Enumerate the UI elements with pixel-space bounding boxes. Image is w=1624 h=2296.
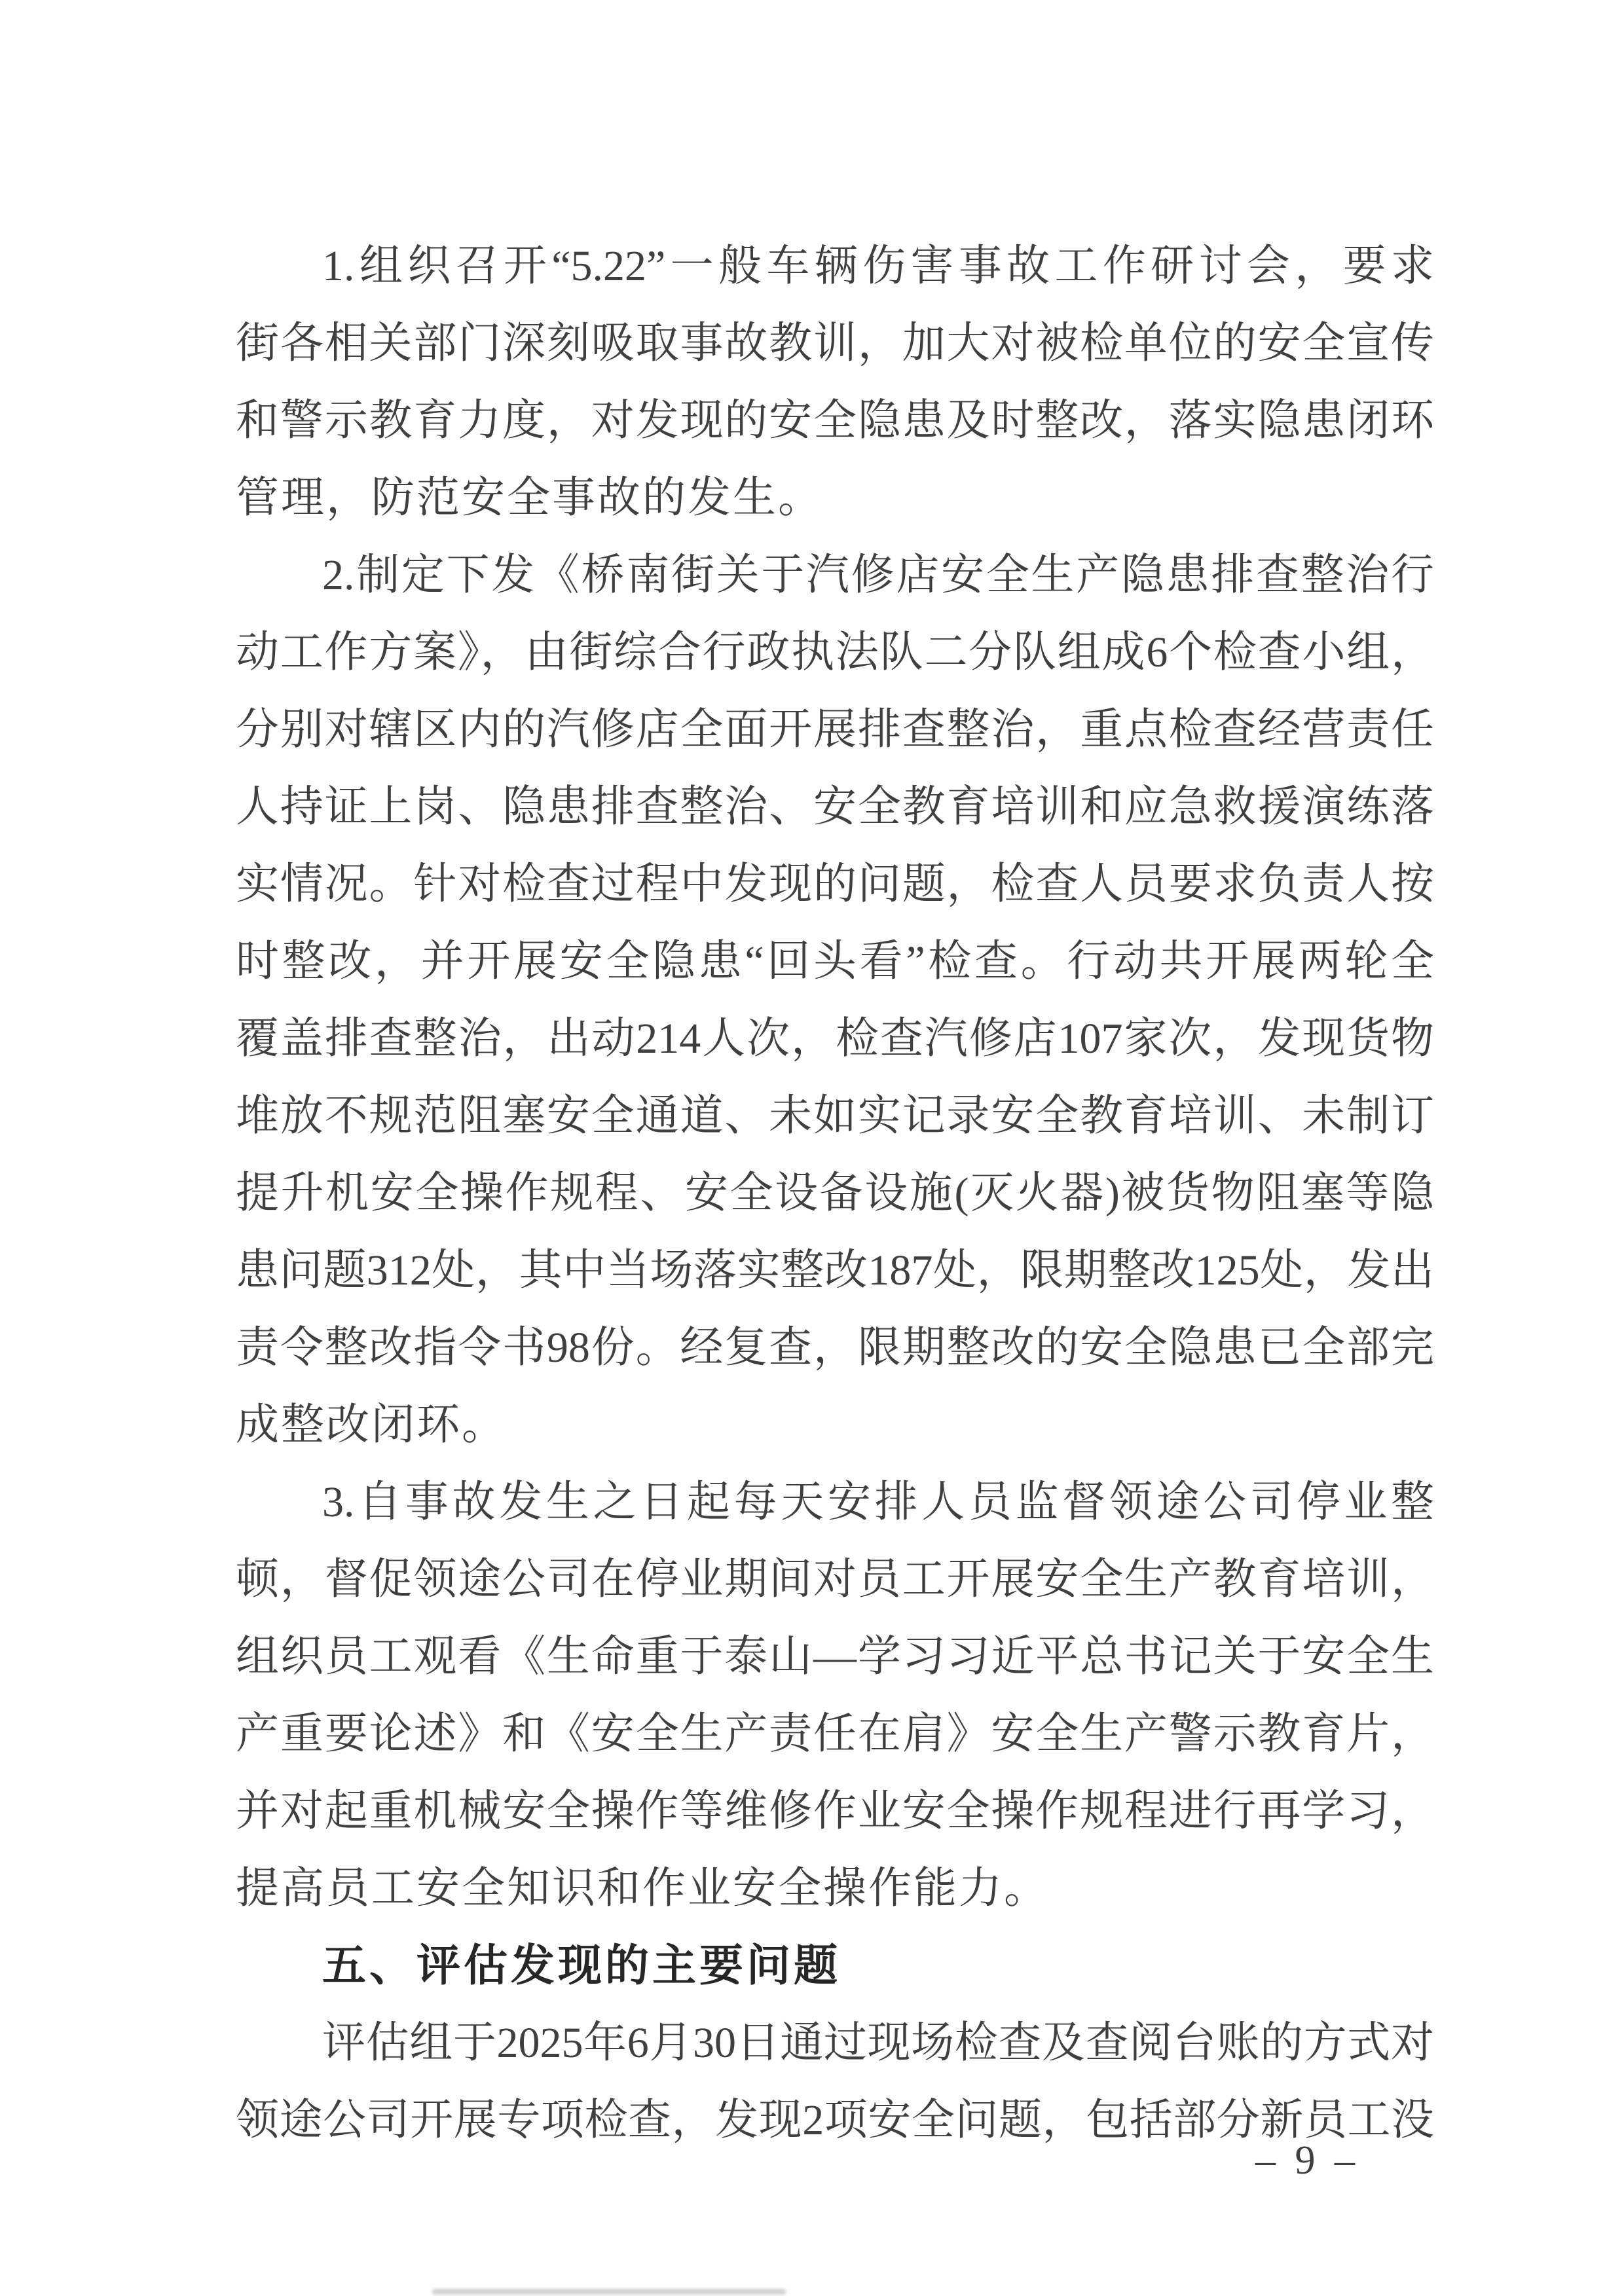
text-line: 提高员工安全知识和作业安全操作能力。 — [236, 1865, 1049, 1912]
text-line: 组织员工观看《生命重于泰山—学习习近平总书记关于安全生 — [236, 1633, 1434, 1681]
text-line: 顿，督促领途公司在停业期间对员工开展安全生产教育培训， — [236, 1556, 1434, 1603]
text-line: 时整改，并开展安全隐患“回头看”检查。行动共开展两轮全 — [236, 938, 1434, 985]
text-line: 2.制定下发《桥南街关于汽修店安全生产隐患排查整治行 — [322, 551, 1434, 599]
text-line: 成整改闭环。 — [236, 1401, 507, 1449]
text-line: 评估组于2025年6月30日通过现场检查及查阅台账的方式对 — [322, 2019, 1434, 2067]
text-line: 责令整改指令书98份。经复查，限期整改的安全隐患已全部完 — [236, 1324, 1434, 1372]
text-block — [236, 228, 1434, 2159]
text-line: 实情况。针对检查过程中发现的问题，检查人员要求负责人按 — [236, 860, 1434, 908]
section-heading: 五、评估发现的主要问题 — [322, 1941, 841, 1990]
text-line: 管理，防范安全事故的发生。 — [236, 474, 823, 522]
text-line: 覆盖排查整治，出动214人次，检查汽修店107家次，发现货物 — [236, 1015, 1434, 1063]
scan-artifact-smudge — [432, 2289, 786, 2295]
text-line: 领途公司开展专项检查，发现2项安全问题，包括部分新员工没 — [236, 2096, 1434, 2144]
text-line: 动工作方案》，由街综合行政执法队二分队组成6个检查小组， — [236, 629, 1434, 676]
text-line: 堆放不规范阻塞安全通道、未如实记录安全教育培训、未制订 — [236, 1092, 1434, 1140]
text-line: 分别对辖区内的汽修店全面开展排查整治，重点检查经营责任 — [236, 706, 1434, 754]
text-line: 并对起重机械安全操作等维修作业安全操作规程进行再学习， — [236, 1787, 1434, 1835]
text-line: 提升机安全操作规程、安全设备设施(灭火器)被货物阻塞等隐 — [236, 1169, 1434, 1217]
text-line: 人持证上岗、隐患排查整治、安全教育培训和应急救援演练落 — [236, 783, 1434, 831]
text-line: 产重要论述》和《安全生产责任在肩》安全生产警示教育片， — [236, 1710, 1434, 1758]
text-line: 街各相关部门深刻吸取事故教训，加大对被检单位的安全宣传 — [236, 319, 1434, 367]
text-line: 和警示教育力度，对发现的安全隐患及时整改，落实隐患闭环 — [236, 397, 1434, 445]
text-line: 3.自事故发生之日起每天安排人员监督领途公司停业整 — [322, 1478, 1434, 1526]
text-line: 患问题312处，其中当场落实整改187处，限期整改125处，发出 — [236, 1247, 1434, 1294]
page-number: – 9 – — [1255, 2138, 1359, 2183]
text-line: 1.组织召开“5.22”一般车辆伤害事故工作研讨会，要求 — [322, 242, 1434, 290]
